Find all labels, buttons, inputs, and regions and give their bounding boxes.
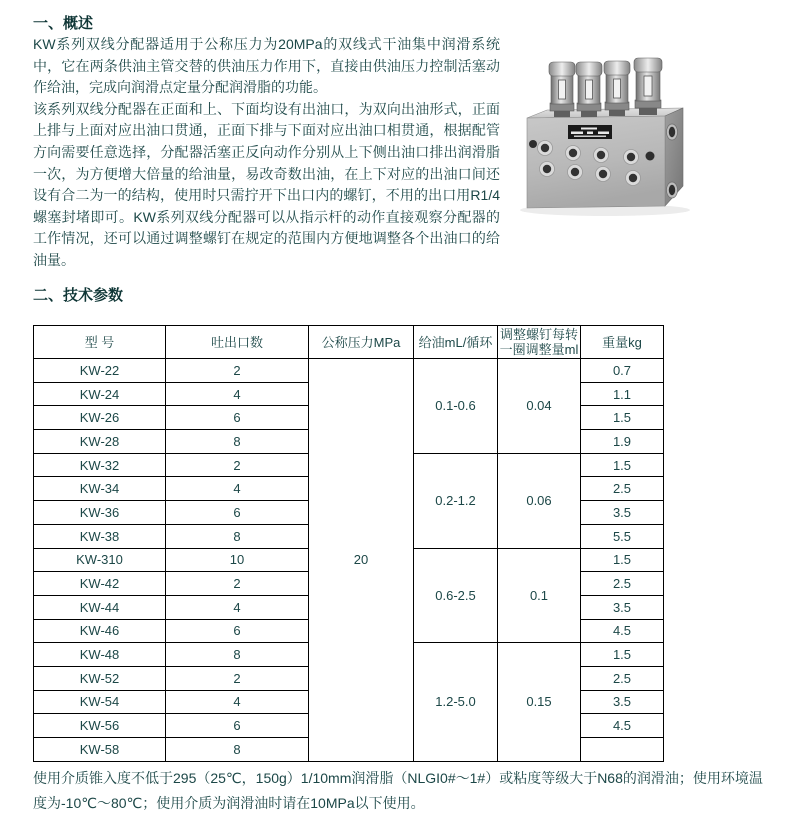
model-cell: KW-310 bbox=[34, 548, 166, 572]
outlets-cell: 8 bbox=[166, 524, 309, 548]
weight-cell: 5.5 bbox=[581, 524, 664, 548]
model-cell: KW-58 bbox=[34, 738, 166, 762]
outlets-cell: 8 bbox=[166, 643, 309, 667]
model-cell: KW-34 bbox=[34, 477, 166, 501]
outlets-cell: 6 bbox=[166, 501, 309, 525]
overview-paragraph-2: 该系列双线分配器在正面和上、下面均设有出油口，为双向出油形式，正面上排与上面对应出油口贯通，正面下排与下面对应出油口相贯通，根据配管方向需要任意选择，分配器活塞正反向动作分别从上下侧出油口排出润滑脂一次，为方便增大倍量的给油量，易改奇数出油，在上下对应的出油口间还设有合二为一的结构，使用时只需拧开下出口内的螺钉，不用的出口用R1/4 螺塞封堵即可。KW系列双线分配器可以从指示杆的动作直接观察分配器的工作情况，还可以通过调整螺钉在规定的范围内方便地调整各个出油口的给油量。 bbox=[33, 100, 500, 268]
outlets-cell: 6 bbox=[166, 406, 309, 430]
column-header-2: 公称压力MPa bbox=[309, 326, 414, 359]
model-cell: KW-24 bbox=[34, 382, 166, 406]
indicator-injectors bbox=[549, 58, 662, 117]
adjust-per-turn-cell: 0.04 bbox=[498, 359, 581, 454]
distributor-block-illustration bbox=[495, 50, 792, 240]
column-header-4: 调整螺钉每转一圈调整量ml bbox=[498, 326, 581, 359]
outlets-cell: 6 bbox=[166, 714, 309, 738]
model-cell: KW-52 bbox=[34, 666, 166, 690]
outlets-cell: 6 bbox=[166, 619, 309, 643]
weight-cell: 1.5 bbox=[581, 548, 664, 572]
weight-cell: 3.5 bbox=[581, 595, 664, 619]
specs-table bbox=[33, 325, 664, 762]
outlets-cell: 4 bbox=[166, 477, 309, 501]
specs-heading: 二、技术参数 bbox=[33, 287, 124, 304]
model-cell: KW-44 bbox=[34, 595, 166, 619]
model-cell: KW-54 bbox=[34, 690, 166, 714]
column-header-1: 吐出口数 bbox=[166, 326, 309, 359]
overview-heading: 一、概述 bbox=[33, 15, 94, 32]
outlets-cell: 2 bbox=[166, 572, 309, 596]
name-plate bbox=[568, 125, 612, 139]
outlets-cell: 4 bbox=[166, 595, 309, 619]
weight-cell: 1.5 bbox=[581, 643, 664, 667]
adjust-per-turn-cell: 0.06 bbox=[498, 453, 581, 548]
model-cell: KW-48 bbox=[34, 643, 166, 667]
weight-cell: 4.5 bbox=[581, 714, 664, 738]
oil-per-cycle-cell: 0.1-0.6 bbox=[414, 359, 498, 454]
weight-cell: 2.5 bbox=[581, 477, 664, 501]
outlets-cell: 4 bbox=[166, 690, 309, 714]
model-cell: KW-22 bbox=[34, 359, 166, 383]
overview-paragraph-1: KW系列双线分配器适用于公称压力为20MPa的双线式干油集中润滑系统中，它在两条供油主管交替的供油压力作用下，直接由供油压力控制活塞动作给油，完成向润滑点定量分配润滑脂的功能。 bbox=[33, 36, 500, 96]
outlets-cell: 2 bbox=[166, 666, 309, 690]
weight-cell: 1.5 bbox=[581, 453, 664, 477]
oil-per-cycle-cell: 1.2-5.0 bbox=[414, 643, 498, 761]
usage-notes: 使用介质锥入度不低于295（25℃，150g）1/10mm润滑脂（NLGI0#～1#）或粘度等级大于N68的润滑油；使用环境温度为-10℃～80℃；使用介质为润滑油时请在10MPa以下使用。 bbox=[33, 770, 763, 811]
outlets-cell: 8 bbox=[166, 430, 309, 454]
outlets-cell: 10 bbox=[166, 548, 309, 572]
outlets-cell: 2 bbox=[166, 453, 309, 477]
oil-per-cycle-cell: 0.6-2.5 bbox=[414, 548, 498, 643]
weight-cell bbox=[581, 738, 664, 762]
weight-cell: 2.5 bbox=[581, 666, 664, 690]
model-cell: KW-56 bbox=[34, 714, 166, 738]
outlets-cell: 2 bbox=[166, 359, 309, 383]
model-cell: KW-32 bbox=[34, 453, 166, 477]
model-cell: KW-36 bbox=[34, 501, 166, 525]
outlets-cell: 4 bbox=[166, 382, 309, 406]
weight-cell: 0.7 bbox=[581, 359, 664, 383]
weight-cell: 1.5 bbox=[581, 406, 664, 430]
column-header-0: 型 号 bbox=[34, 326, 166, 359]
product-photo bbox=[495, 50, 792, 240]
weight-cell: 2.5 bbox=[581, 572, 664, 596]
column-header-3: 给油mL/循环 bbox=[414, 326, 498, 359]
adjust-per-turn-cell: 0.15 bbox=[498, 643, 581, 761]
weight-cell: 4.5 bbox=[581, 619, 664, 643]
weight-cell: 3.5 bbox=[581, 501, 664, 525]
column-header-5: 重量kg bbox=[581, 326, 664, 359]
weight-cell: 1.1 bbox=[581, 382, 664, 406]
adjust-per-turn-cell: 0.1 bbox=[498, 548, 581, 643]
model-cell: KW-46 bbox=[34, 619, 166, 643]
weight-cell: 1.9 bbox=[581, 430, 664, 454]
table-header-row bbox=[34, 326, 664, 359]
model-cell: KW-42 bbox=[34, 572, 166, 596]
nominal-pressure-cell: 20 bbox=[309, 359, 414, 762]
model-cell: KW-28 bbox=[34, 430, 166, 454]
oil-per-cycle-cell: 0.2-1.2 bbox=[414, 453, 498, 548]
weight-cell: 3.5 bbox=[581, 690, 664, 714]
outlets-cell: 8 bbox=[166, 738, 309, 762]
model-cell: KW-26 bbox=[34, 406, 166, 430]
model-cell: KW-38 bbox=[34, 524, 166, 548]
overview-text bbox=[33, 34, 500, 272]
table-row-kw-22 bbox=[34, 359, 664, 383]
